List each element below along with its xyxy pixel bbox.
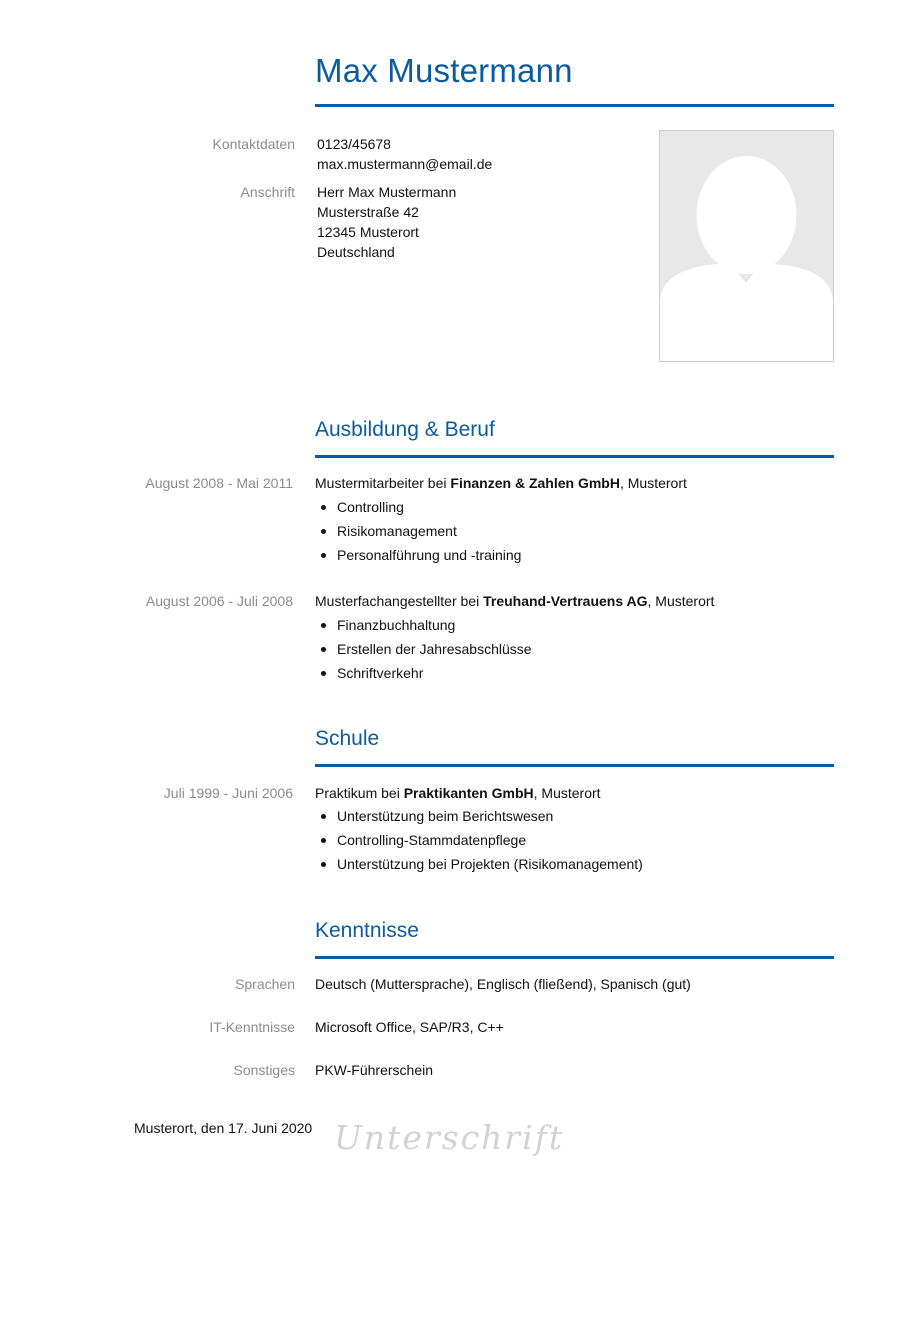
section-divider [315, 455, 834, 458]
address-block [317, 182, 456, 262]
entry-company: Praktikanten GmbH [403, 785, 534, 801]
contact-label: Kontaktdaten [212, 136, 295, 152]
entry-task-list [315, 804, 643, 876]
entry-heading [315, 593, 714, 609]
address-line: Herr Max Mustermann [317, 184, 457, 200]
skill-label: Sprachen [235, 976, 295, 992]
phone-number: 0123/45678 [317, 136, 391, 152]
list-item: Controlling [315, 495, 521, 519]
section-title-education-work: Ausbildung & Beruf [315, 418, 495, 441]
entry-heading [315, 475, 687, 491]
entry-role: Musterfachangestellter bei [315, 593, 484, 609]
address-line: 12345 Musterort [317, 224, 419, 240]
list-item: Personalführung und -training [315, 543, 521, 567]
skill-label: Sonstiges [233, 1062, 295, 1078]
place-date: Musterort, den 17. Juni 2020 [134, 1120, 313, 1136]
list-item: Finanzbuchhaltung [315, 613, 532, 637]
entry-task-list [315, 495, 521, 567]
skill-value: Deutsch (Muttersprache), Englisch (fließend), Spanisch (gut) [315, 976, 691, 992]
entry-date: Juli 1999 - Juni 2006 [163, 785, 293, 801]
entry-location: , Musterort [619, 475, 687, 491]
list-item: Erstellen der Jahresabschlüsse [315, 637, 532, 661]
entry-date: August 2006 - Juli 2008 [145, 593, 293, 609]
entry-role: Mustermitarbeiter bei [315, 475, 451, 491]
entry-company: Finanzen & Zahlen GmbH [450, 475, 620, 491]
skill-value: Microsoft Office, SAP/R3, C++ [315, 1019, 504, 1035]
section-divider [315, 764, 834, 767]
list-item: Controlling-Stammdatenpflege [315, 828, 643, 852]
signature: Unterschrift [334, 1118, 565, 1157]
list-item: Risikomanagement [315, 519, 521, 543]
list-item: Unterstützung bei Projekten (Risikomanagement) [315, 852, 643, 876]
list-item: Unterstützung beim Berichtswesen [315, 804, 643, 828]
skill-value: PKW-Führerschein [315, 1062, 434, 1078]
title-divider [315, 104, 834, 107]
entry-location: , Musterort [647, 593, 715, 609]
contact-details [317, 134, 492, 174]
entry-company: Treuhand-Vertrauens AG [483, 593, 648, 609]
email-address: max.mustermann@email.de [317, 156, 493, 172]
entry-date: August 2008 - Mai 2011 [145, 475, 293, 491]
address-line: Musterstraße 42 [317, 204, 419, 220]
page-title: Max Mustermann [315, 52, 573, 89]
profile-placeholder-icon [660, 131, 833, 361]
entry-role: Praktikum bei [315, 785, 404, 801]
entry-location: , Musterort [533, 785, 601, 801]
address-label: Anschrift [240, 184, 295, 200]
skill-label: IT-Kenntnisse [209, 1019, 295, 1035]
entry-heading [315, 785, 601, 801]
section-divider [315, 956, 834, 959]
profile-photo [659, 130, 834, 362]
section-title-skills: Kenntnisse [315, 919, 419, 942]
list-item: Schriftverkehr [315, 661, 532, 685]
address-line: Deutschland [317, 244, 395, 260]
entry-task-list [315, 613, 532, 685]
section-title-school: Schule [315, 727, 380, 750]
